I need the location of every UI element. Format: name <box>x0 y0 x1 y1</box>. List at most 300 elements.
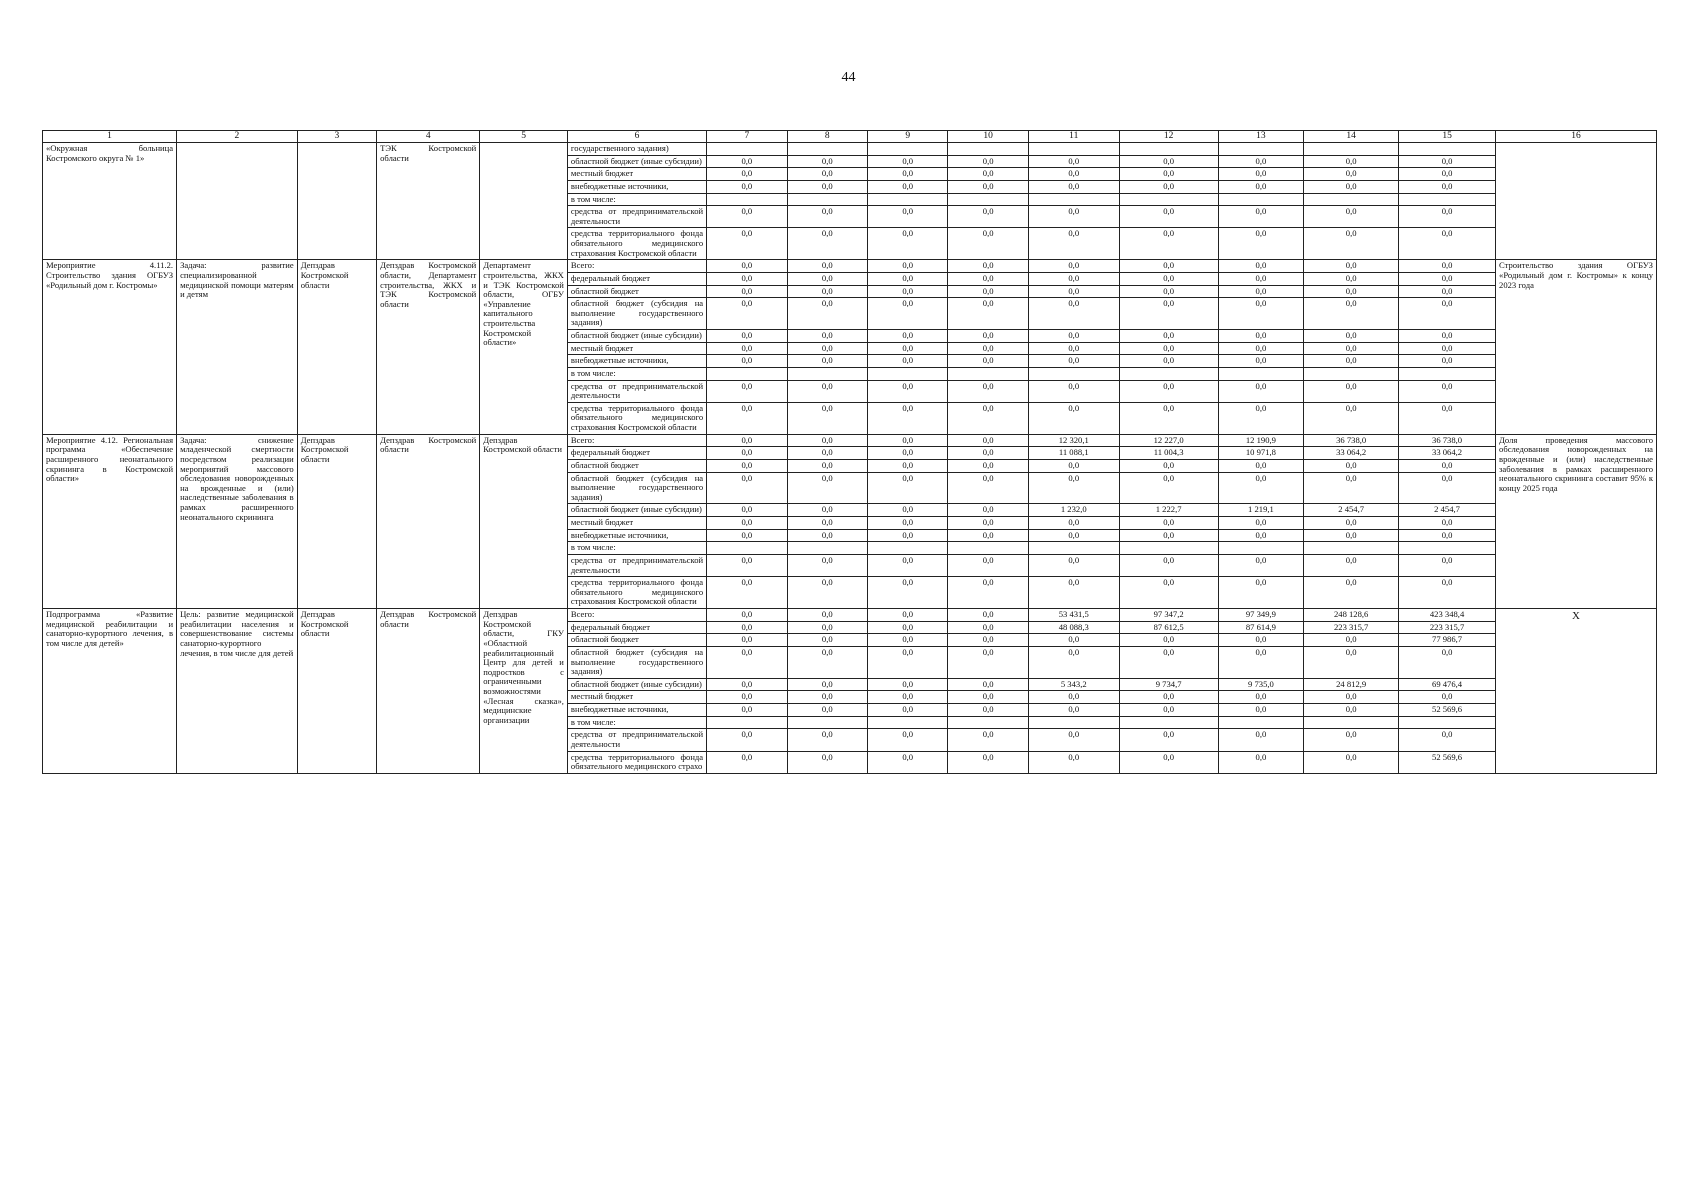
amount-cell: 0,0 <box>1119 342 1218 355</box>
amount-cell: 0,0 <box>868 342 948 355</box>
amount-cell: 0,0 <box>868 678 948 691</box>
amount-cell <box>787 367 867 380</box>
funding-source-label: государственного задания) <box>567 143 706 156</box>
amount-cell: 0,0 <box>787 621 867 634</box>
amount-cell: 0,0 <box>1028 228 1119 260</box>
amount-cell: 0,0 <box>948 298 1028 330</box>
amount-cell: 0,0 <box>1119 517 1218 530</box>
amount-cell: 52 569,6 <box>1399 704 1496 717</box>
amount-cell: 0,0 <box>948 691 1028 704</box>
block-col5: Депздрав Костромской области, ГКУ «Областной реабилитационный Центр для детей и подростков с ограниченными возможностями «Лесная сказка», медицинские организации <box>480 609 568 774</box>
amount-cell: 0,0 <box>868 517 948 530</box>
amount-cell: 0,0 <box>868 206 948 228</box>
column-number: 6 <box>567 131 706 143</box>
amount-cell: 223 315,7 <box>1304 621 1399 634</box>
amount-cell: 0,0 <box>1399 298 1496 330</box>
column-number: 3 <box>297 131 376 143</box>
amount-cell: 0,0 <box>868 554 948 576</box>
amount-cell: 0,0 <box>948 272 1028 285</box>
amount-cell: 0,0 <box>1119 646 1218 678</box>
amount-cell: 0,0 <box>707 206 787 228</box>
amount-cell: 0,0 <box>1218 634 1304 647</box>
amount-cell <box>1028 542 1119 555</box>
amount-cell: 0,0 <box>707 330 787 343</box>
amount-cell: 0,0 <box>1119 155 1218 168</box>
amount-cell: 0,0 <box>1304 577 1399 609</box>
budget-table <box>42 130 1657 774</box>
amount-cell: 0,0 <box>1028 646 1119 678</box>
amount-cell: 0,0 <box>707 609 787 622</box>
amount-cell: 0,0 <box>868 621 948 634</box>
amount-cell: 0,0 <box>707 402 787 434</box>
amount-cell: 0,0 <box>707 342 787 355</box>
amount-cell: 0,0 <box>787 691 867 704</box>
amount-cell: 0,0 <box>787 609 867 622</box>
amount-cell: 0,0 <box>707 285 787 298</box>
funding-source-label: в том числе: <box>567 716 706 729</box>
amount-cell: 423 348,4 <box>1399 609 1496 622</box>
amount-cell: 0,0 <box>707 459 787 472</box>
funding-source-label: внебюджетные источники, <box>567 529 706 542</box>
amount-cell: 0,0 <box>1304 380 1399 402</box>
amount-cell: 0,0 <box>1119 472 1218 504</box>
amount-cell: 0,0 <box>1028 168 1119 181</box>
funding-source-label: средства территориального фонда обязательного медицинского страхования Костромской области <box>567 577 706 609</box>
amount-cell: 0,0 <box>1304 704 1399 717</box>
amount-cell: 0,0 <box>707 228 787 260</box>
amount-cell: 0,0 <box>948 678 1028 691</box>
amount-cell: 0,0 <box>868 180 948 193</box>
amount-cell: 0,0 <box>868 285 948 298</box>
amount-cell: 36 738,0 <box>1399 434 1496 447</box>
amount-cell: 0,0 <box>1399 272 1496 285</box>
amount-cell: 0,0 <box>868 402 948 434</box>
column-number: 5 <box>480 131 568 143</box>
amount-cell: 0,0 <box>707 517 787 530</box>
amount-cell <box>868 716 948 729</box>
amount-cell: 0,0 <box>1028 691 1119 704</box>
amount-cell <box>1399 193 1496 206</box>
amount-cell <box>1119 143 1218 156</box>
expected-result: Доля проведения массового обследования новорожденных на врожденные и (или) наследственные заболевания в рамках расширенного неонатального скрининга составит 95% к концу 2025 года <box>1496 434 1657 608</box>
block-col5 <box>480 143 568 260</box>
amount-cell: 0,0 <box>1028 704 1119 717</box>
amount-cell: 0,0 <box>1304 228 1399 260</box>
amount-cell: 0,0 <box>1218 342 1304 355</box>
amount-cell: 0,0 <box>1028 355 1119 368</box>
column-number: 1 <box>43 131 177 143</box>
amount-cell: 0,0 <box>1304 634 1399 647</box>
amount-cell: 0,0 <box>948 504 1028 517</box>
amount-cell: 0,0 <box>1304 646 1399 678</box>
amount-cell <box>1218 716 1304 729</box>
amount-cell: 1 222,7 <box>1119 504 1218 517</box>
amount-cell: 0,0 <box>1119 402 1218 434</box>
funding-source-label: в том числе: <box>567 193 706 206</box>
amount-cell: 0,0 <box>948 260 1028 273</box>
amount-cell: 33 064,2 <box>1304 447 1399 460</box>
amount-cell: 0,0 <box>1218 168 1304 181</box>
amount-cell: 0,0 <box>787 504 867 517</box>
amount-cell: 0,0 <box>948 751 1028 773</box>
amount-cell: 0,0 <box>707 168 787 181</box>
amount-cell: 0,0 <box>948 609 1028 622</box>
amount-cell: 0,0 <box>1304 691 1399 704</box>
amount-cell: 9 735,0 <box>1218 678 1304 691</box>
amount-cell: 0,0 <box>1119 180 1218 193</box>
funding-source-label: Всего: <box>567 260 706 273</box>
amount-cell: 0,0 <box>1399 342 1496 355</box>
amount-cell: 0,0 <box>787 272 867 285</box>
amount-cell: 0,0 <box>868 447 948 460</box>
amount-cell: 0,0 <box>948 355 1028 368</box>
amount-cell: 0,0 <box>1218 691 1304 704</box>
amount-cell: 36 738,0 <box>1304 434 1399 447</box>
amount-cell: 97 347,2 <box>1119 609 1218 622</box>
amount-cell <box>948 716 1028 729</box>
amount-cell <box>1218 143 1304 156</box>
amount-cell <box>707 193 787 206</box>
amount-cell: 0,0 <box>1119 729 1218 751</box>
amount-cell: 12 320,1 <box>1028 434 1119 447</box>
amount-cell: 0,0 <box>1028 155 1119 168</box>
funding-source-label: в том числе: <box>567 367 706 380</box>
amount-cell: 0,0 <box>707 380 787 402</box>
amount-cell: 69 476,4 <box>1399 678 1496 691</box>
funding-source-label: областной бюджет (иные субсидии) <box>567 678 706 691</box>
amount-cell: 0,0 <box>1119 298 1218 330</box>
amount-cell: 0,0 <box>1218 517 1304 530</box>
amount-cell: 0,0 <box>787 517 867 530</box>
funding-source-label: местный бюджет <box>567 517 706 530</box>
amount-cell: 0,0 <box>1304 168 1399 181</box>
amount-cell: 0,0 <box>787 285 867 298</box>
amount-cell <box>1399 542 1496 555</box>
amount-cell: 0,0 <box>1399 260 1496 273</box>
amount-cell: 0,0 <box>1399 180 1496 193</box>
amount-cell: 0,0 <box>1399 330 1496 343</box>
expected-result: Х <box>1496 609 1657 774</box>
funding-source-label: местный бюджет <box>567 691 706 704</box>
table-row <box>43 143 1657 156</box>
amount-cell <box>868 193 948 206</box>
page-number: 44 <box>841 70 856 85</box>
amount-cell: 0,0 <box>1399 729 1496 751</box>
amount-cell: 0,0 <box>1218 554 1304 576</box>
amount-cell: 0,0 <box>948 472 1028 504</box>
amount-cell: 0,0 <box>1028 459 1119 472</box>
amount-cell <box>1304 193 1399 206</box>
amount-cell: 0,0 <box>948 380 1028 402</box>
amount-cell <box>787 716 867 729</box>
amount-cell <box>948 542 1028 555</box>
funding-source-label: федеральный бюджет <box>567 272 706 285</box>
column-number: 16 <box>1496 131 1657 143</box>
funding-source-label: областной бюджет <box>567 285 706 298</box>
block-col1: Подпрограмма «Развитие медицинской реабилитации и санаторно-курортного лечения, в том числе для детей» <box>43 609 177 774</box>
amount-cell: 0,0 <box>1304 206 1399 228</box>
amount-cell: 0,0 <box>787 751 867 773</box>
amount-cell <box>1028 143 1119 156</box>
amount-cell <box>1399 143 1496 156</box>
amount-cell: 0,0 <box>707 472 787 504</box>
amount-cell: 0,0 <box>787 380 867 402</box>
amount-cell: 0,0 <box>1304 751 1399 773</box>
amount-cell: 0,0 <box>948 447 1028 460</box>
column-number: 12 <box>1119 131 1218 143</box>
amount-cell <box>948 193 1028 206</box>
amount-cell: 0,0 <box>1218 646 1304 678</box>
amount-cell: 0,0 <box>868 634 948 647</box>
amount-cell: 0,0 <box>948 554 1028 576</box>
amount-cell: 0,0 <box>1218 704 1304 717</box>
amount-cell <box>1399 367 1496 380</box>
column-number: 15 <box>1399 131 1496 143</box>
amount-cell: 0,0 <box>1304 342 1399 355</box>
amount-cell: 0,0 <box>707 529 787 542</box>
amount-cell: 0,0 <box>948 330 1028 343</box>
amount-cell: 0,0 <box>707 554 787 576</box>
amount-cell: 0,0 <box>1399 206 1496 228</box>
block-col4: Депздрав Костромской области <box>377 609 480 774</box>
amount-cell: 0,0 <box>1399 380 1496 402</box>
amount-cell: 0,0 <box>1028 180 1119 193</box>
amount-cell: 0,0 <box>707 447 787 460</box>
amount-cell: 0,0 <box>948 459 1028 472</box>
amount-cell: 0,0 <box>1119 228 1218 260</box>
funding-source-label: областной бюджет (иные субсидии) <box>567 155 706 168</box>
amount-cell: 0,0 <box>868 704 948 717</box>
amount-cell: 0,0 <box>787 206 867 228</box>
amount-cell: 0,0 <box>948 704 1028 717</box>
amount-cell: 48 088,3 <box>1028 621 1119 634</box>
amount-cell: 0,0 <box>1218 472 1304 504</box>
table-row <box>43 434 1657 447</box>
amount-cell <box>868 367 948 380</box>
amount-cell: 0,0 <box>1119 330 1218 343</box>
amount-cell: 0,0 <box>1119 285 1218 298</box>
amount-cell: 0,0 <box>707 298 787 330</box>
amount-cell: 0,0 <box>948 180 1028 193</box>
amount-cell: 0,0 <box>1028 472 1119 504</box>
amount-cell: 12 190,9 <box>1218 434 1304 447</box>
amount-cell: 0,0 <box>1028 206 1119 228</box>
amount-cell: 0,0 <box>787 298 867 330</box>
funding-source-label: внебюджетные источники, <box>567 180 706 193</box>
amount-cell: 0,0 <box>868 380 948 402</box>
amount-cell: 0,0 <box>707 704 787 717</box>
amount-cell: 0,0 <box>787 168 867 181</box>
funding-source-label: Всего: <box>567 609 706 622</box>
amount-cell <box>1399 716 1496 729</box>
amount-cell: 0,0 <box>787 678 867 691</box>
amount-cell: 0,0 <box>787 704 867 717</box>
column-number: 11 <box>1028 131 1119 143</box>
block-col3: Депздрав Костромской области <box>297 609 376 774</box>
amount-cell <box>1028 193 1119 206</box>
amount-cell: 0,0 <box>787 228 867 260</box>
block-col4: ТЭК Костромской области <box>377 143 480 260</box>
funding-source-label: средства от предпринимательской деятельности <box>567 554 706 576</box>
amount-cell: 0,0 <box>1399 517 1496 530</box>
amount-cell: 0,0 <box>868 459 948 472</box>
amount-cell: 97 349,9 <box>1218 609 1304 622</box>
amount-cell: 0,0 <box>948 206 1028 228</box>
amount-cell: 0,0 <box>787 155 867 168</box>
amount-cell: 0,0 <box>868 729 948 751</box>
table-row <box>43 260 1657 273</box>
amount-cell: 0,0 <box>1218 298 1304 330</box>
amount-cell: 0,0 <box>1399 472 1496 504</box>
amount-cell: 248 128,6 <box>1304 609 1399 622</box>
amount-cell <box>1304 143 1399 156</box>
amount-cell: 0,0 <box>1304 298 1399 330</box>
amount-cell: 0,0 <box>1304 459 1399 472</box>
block-col5: Департамент строительства, ЖКХ и ТЭК Костромской области, ОГБУ «Управление капитального строительства Костромской области» <box>480 260 568 434</box>
amount-cell: 0,0 <box>868 272 948 285</box>
amount-cell <box>1304 716 1399 729</box>
amount-cell <box>1119 193 1218 206</box>
amount-cell: 11 088,1 <box>1028 447 1119 460</box>
amount-cell: 0,0 <box>1218 272 1304 285</box>
amount-cell: 0,0 <box>787 260 867 273</box>
funding-source-label: областной бюджет (субсидия на выполнение государственного задания) <box>567 298 706 330</box>
amount-cell <box>1218 542 1304 555</box>
table-row <box>43 609 1657 622</box>
funding-source-label: областной бюджет (иные субсидии) <box>567 504 706 517</box>
amount-cell: 2 454,7 <box>1399 504 1496 517</box>
amount-cell: 0,0 <box>948 168 1028 181</box>
amount-cell: 0,0 <box>1119 704 1218 717</box>
amount-cell: 0,0 <box>787 729 867 751</box>
amount-cell: 0,0 <box>787 529 867 542</box>
amount-cell: 0,0 <box>1119 577 1218 609</box>
amount-cell: 0,0 <box>948 285 1028 298</box>
amount-cell: 0,0 <box>1399 168 1496 181</box>
amount-cell: 87 614,9 <box>1218 621 1304 634</box>
funding-source-label: федеральный бюджет <box>567 447 706 460</box>
amount-cell: 0,0 <box>707 678 787 691</box>
amount-cell: 0,0 <box>1218 402 1304 434</box>
amount-cell: 0,0 <box>1399 577 1496 609</box>
amount-cell: 12 227,0 <box>1119 434 1218 447</box>
funding-source-label: местный бюджет <box>567 342 706 355</box>
amount-cell: 0,0 <box>868 155 948 168</box>
block-col3: Депздрав Костромской области <box>297 260 376 434</box>
amount-cell: 0,0 <box>787 459 867 472</box>
amount-cell: 77 986,7 <box>1399 634 1496 647</box>
amount-cell: 0,0 <box>787 577 867 609</box>
amount-cell: 0,0 <box>707 260 787 273</box>
amount-cell: 0,0 <box>787 447 867 460</box>
amount-cell: 0,0 <box>707 751 787 773</box>
amount-cell <box>1028 367 1119 380</box>
amount-cell: 0,0 <box>1218 180 1304 193</box>
expected-result: Строительство здания ОГБУЗ «Родильный дом г. Костромы» к концу 2023 года <box>1496 260 1657 434</box>
amount-cell: 0,0 <box>868 529 948 542</box>
block-col1: Мероприятие 4.11.2. Строительство здания ОГБУЗ «Родильный дом г. Костромы» <box>43 260 177 434</box>
amount-cell <box>948 367 1028 380</box>
column-number: 2 <box>177 131 298 143</box>
funding-source-label: федеральный бюджет <box>567 621 706 634</box>
block-col2: Задача: снижение младенческой смертности посредством реализации мероприятий массового обследования новорожденных на врожденные и (или) наследственные заболевания в рамках расширенного неонатального скрининга <box>177 434 298 608</box>
amount-cell: 0,0 <box>1028 729 1119 751</box>
column-number: 13 <box>1218 131 1304 143</box>
amount-cell: 0,0 <box>707 434 787 447</box>
amount-cell: 0,0 <box>1218 380 1304 402</box>
amount-cell: 0,0 <box>1028 285 1119 298</box>
block-col4: Депздрав Костромской области, Департамент строительства, ЖКХ и ТЭК Костромской области <box>377 260 480 434</box>
amount-cell: 0,0 <box>1304 155 1399 168</box>
block-col1: Мероприятие 4.12. Региональная программа «Обеспечение расширенного неонатального скрининга в Костромской области» <box>43 434 177 608</box>
amount-cell: 0,0 <box>707 729 787 751</box>
amount-cell: 0,0 <box>948 634 1028 647</box>
amount-cell: 0,0 <box>707 577 787 609</box>
amount-cell <box>707 143 787 156</box>
amount-cell: 0,0 <box>1119 168 1218 181</box>
amount-cell: 0,0 <box>948 434 1028 447</box>
block-col2 <box>177 143 298 260</box>
amount-cell: 0,0 <box>948 228 1028 260</box>
amount-cell: 0,0 <box>1399 691 1496 704</box>
amount-cell: 24 812,9 <box>1304 678 1399 691</box>
funding-source-label: средства от предпринимательской деятельности <box>567 380 706 402</box>
funding-source-label: средства территориального фонда обязательного медицинского страхо <box>567 751 706 773</box>
amount-cell: 0,0 <box>948 402 1028 434</box>
amount-cell: 0,0 <box>1304 529 1399 542</box>
amount-cell: 0,0 <box>1399 355 1496 368</box>
amount-cell: 0,0 <box>707 355 787 368</box>
amount-cell: 11 004,3 <box>1119 447 1218 460</box>
amount-cell: 0,0 <box>1028 751 1119 773</box>
column-number: 9 <box>868 131 948 143</box>
amount-cell: 0,0 <box>707 272 787 285</box>
amount-cell: 0,0 <box>1218 529 1304 542</box>
amount-cell: 0,0 <box>868 751 948 773</box>
amount-cell: 0,0 <box>1304 180 1399 193</box>
funding-source-label: средства от предпринимательской деятельности <box>567 729 706 751</box>
amount-cell: 0,0 <box>1028 554 1119 576</box>
amount-cell <box>707 542 787 555</box>
amount-cell: 0,0 <box>1028 330 1119 343</box>
funding-source-label: средства от предпринимательской деятельности <box>567 206 706 228</box>
funding-source-label: внебюджетные источники, <box>567 355 706 368</box>
amount-cell: 0,0 <box>787 634 867 647</box>
amount-cell: 0,0 <box>868 260 948 273</box>
amount-cell: 0,0 <box>787 342 867 355</box>
funding-source-label: средства территориального фонда обязательного медицинского страхования Костромской области <box>567 402 706 434</box>
amount-cell: 0,0 <box>868 691 948 704</box>
block-col2: Задача: развитие специализированной медицинской помощи матерям и детям <box>177 260 298 434</box>
amount-cell: 0,0 <box>868 472 948 504</box>
block-col3: Депздрав Костромской области <box>297 434 376 608</box>
funding-source-label: областной бюджет (субсидия на выполнение государственного задания) <box>567 646 706 678</box>
amount-cell: 0,0 <box>1218 206 1304 228</box>
amount-cell: 1 232,0 <box>1028 504 1119 517</box>
amount-cell: 0,0 <box>1119 355 1218 368</box>
amount-cell: 0,0 <box>1304 272 1399 285</box>
column-number-row <box>43 131 1657 143</box>
amount-cell: 0,0 <box>868 504 948 517</box>
amount-cell: 0,0 <box>1304 402 1399 434</box>
amount-cell: 0,0 <box>948 155 1028 168</box>
amount-cell: 0,0 <box>1304 285 1399 298</box>
amount-cell: 0,0 <box>1218 355 1304 368</box>
funding-source-label: областной бюджет (иные субсидии) <box>567 330 706 343</box>
column-number: 14 <box>1304 131 1399 143</box>
amount-cell: 2 454,7 <box>1304 504 1399 517</box>
amount-cell <box>1304 542 1399 555</box>
